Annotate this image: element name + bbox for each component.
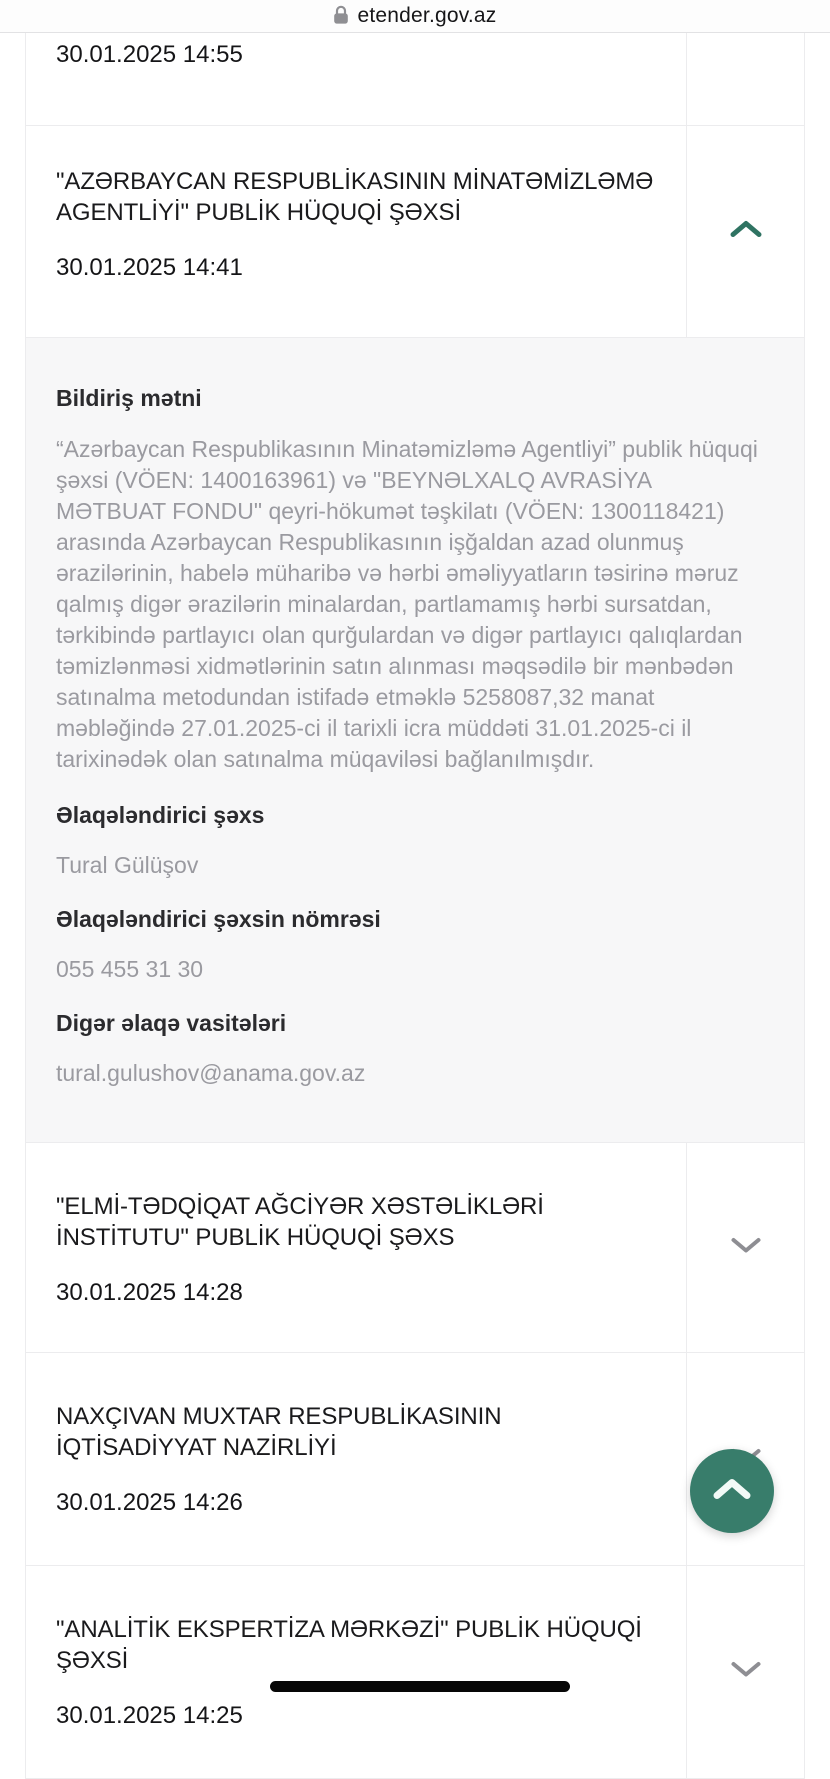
notification-title: "ANALİTİK EKSPERTİZA MƏRKƏZİ" PUBLİK HÜQUQİ ŞƏXSİ <box>56 1616 642 1674</box>
chevron-up-icon <box>729 220 763 243</box>
notification-title: "AZƏRBAYCAN RESPUBLİKASININ MİNATƏMİZLƏMƏ AGENTLİYİ" PUBLİK HÜQUQİ ŞƏXSİ <box>56 168 654 226</box>
other-contacts-value: tural.gulushov@anama.gov.az <box>56 1060 366 1086</box>
list-item[interactable] <box>26 33 804 126</box>
other-contacts-label: Digər əlaqə vasitələri <box>56 1010 287 1036</box>
chevron-up-icon <box>712 1478 752 1505</box>
list-item[interactable] <box>26 1566 804 1779</box>
home-indicator[interactable] <box>270 1681 570 1692</box>
expand-button[interactable] <box>686 1566 804 1778</box>
url-text: etender.gov.az <box>357 4 497 27</box>
contact-person-label: Əlaqələndirici şəxs <box>56 802 265 828</box>
message-text: “Azərbaycan Respublikasının Minatəmizləmə Agentliyi” publik hüquqi şəxsi (VÖEN: 1400163961) və "BEYNƏLXALQ AVRASİYA MƏTBUAT FONDU" qeyri-hökumət təşkilatı (VÖEN: 1300118421) arasında Azərbaycan Respublikasının işğaldan azad olunmuş ərazilərinin, habelə müharibə və hərbi əməliyyatların təsirinə məruz qalmış digər ərazilərin minalardan, partlamamış hərbi sursatdan, tərkibində partlayıcı olan qurğulardan və digər partlayıcı qalıqlardan təmizlənməsi xidmətlərinin satın alınması məqsədilə bir mənbədən satınalma metodundan istifadə etməklə 5258087,32 manat məbləğində 27.01.2025-ci il tarixli icra müddəti 31.01.2025-ci il tarixinədək olan satınalma müqaviləsi bağlanılmışdır. <box>56 436 758 772</box>
contact-phone-label: Əlaqələndirici şəxsin nömrəsi <box>56 906 381 932</box>
chevron-down-icon <box>730 1237 762 1259</box>
collapse-button[interactable] <box>686 126 804 337</box>
chevron-down-icon <box>730 1661 762 1683</box>
notification-title: NAXÇIVAN MUXTAR RESPUBLİKASININ İQTİSADİYYAT NAZİRLİYİ <box>56 1403 502 1461</box>
notification-title: "ELMİ-TƏDQİQAT AĞCİYƏR XƏSTƏLİKLƏRİ İNSTİTUTU" PUBLİK HÜQUQİ ŞƏXS <box>56 1193 544 1251</box>
contact-person-value: Tural Gülüşov <box>56 852 199 878</box>
scroll-to-top-button[interactable] <box>690 1449 774 1533</box>
notification-date: 30.01.2025 14:55 <box>56 41 243 68</box>
list-item[interactable] <box>26 1143 804 1353</box>
list-item[interactable] <box>26 126 804 338</box>
list-item[interactable] <box>26 1353 804 1566</box>
notification-date: 30.01.2025 14:28 <box>56 1279 243 1306</box>
notification-detail-panel <box>26 338 804 1143</box>
expand-cell[interactable] <box>686 33 804 125</box>
notification-date: 30.01.2025 14:26 <box>56 1489 243 1516</box>
notification-date: 30.01.2025 14:25 <box>56 1702 243 1729</box>
contact-phone-value: 055 455 31 30 <box>56 956 204 982</box>
message-label: Bildiriş mətni <box>56 385 202 411</box>
lock-icon <box>333 5 349 25</box>
notification-date: 30.01.2025 14:41 <box>56 254 243 281</box>
browser-url-bar[interactable] <box>0 0 830 33</box>
expand-button[interactable] <box>686 1143 804 1352</box>
notification-list <box>25 33 805 1779</box>
